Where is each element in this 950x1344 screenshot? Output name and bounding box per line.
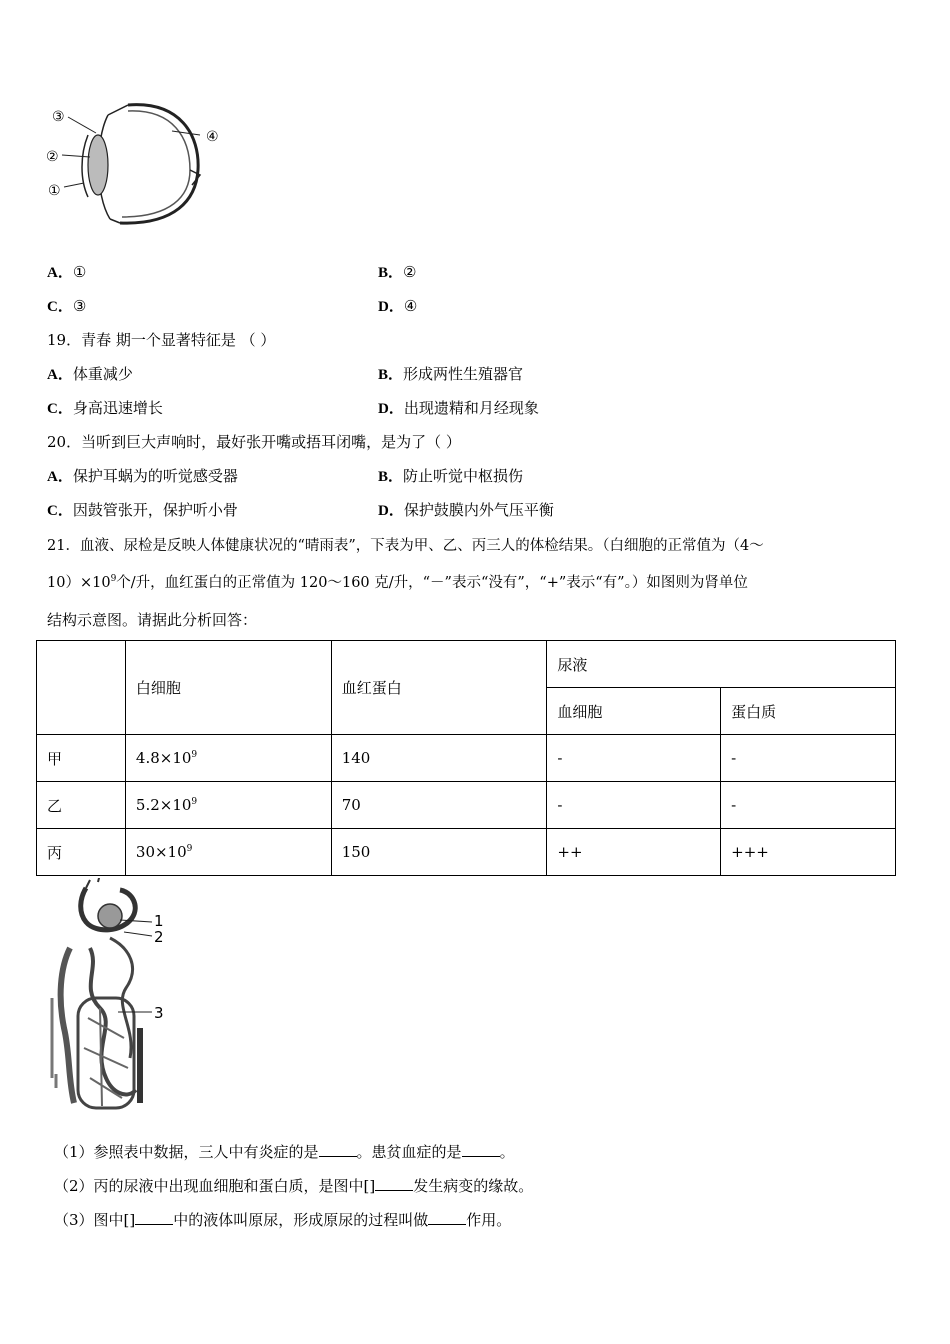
q19-option-b[interactable]: B．形成两性生殖器官 <box>378 365 524 383</box>
q19-option-c[interactable]: C．身高迅速增长 <box>47 399 163 417</box>
q19-option-a[interactable]: A．体重减少 <box>47 365 133 383</box>
checkup-table <box>36 640 896 876</box>
nephron-label-3: 3 <box>154 1004 164 1022</box>
answer-blank[interactable] <box>319 1142 357 1157</box>
eye-diagram <box>40 95 240 235</box>
q20-option-c[interactable]: C．因鼓管张开，保护听小骨 <box>47 501 238 519</box>
q19-option-d[interactable]: D．出现遗精和月经现象 <box>378 399 539 417</box>
answer-blank[interactable] <box>462 1142 500 1157</box>
header-urine-protein: 蛋白质 <box>721 688 896 735</box>
q20-option-a[interactable]: A．保护耳蜗为的听觉感受器 <box>47 467 238 485</box>
q19-stem: 19．青春 期一个显著特征是 （ ） <box>47 331 276 349</box>
header-urine: 尿液 <box>547 641 896 688</box>
table-row: 乙 $5.2\times 10^9$ 70 - - <box>37 782 896 829</box>
answer-blank[interactable] <box>135 1210 173 1225</box>
q21-stem-line1: 21．血液、尿检是反映人体健康状况的“晴雨表”，下表为甲、乙、丙三人的体检结果。（白细胞的正常值为（4～ <box>47 538 764 554</box>
table-corner <box>37 641 126 735</box>
q21-sub3: （3）图中[] 中的液体叫原尿，形成原尿的过程叫做 作用。 <box>54 1211 512 1229</box>
header-hemoglobin: 血红蛋白 <box>331 641 547 735</box>
q20-stem: 20．当听到巨大声响时，最好张开嘴或捂耳闭嘴，是为了（ ） <box>47 433 461 451</box>
answer-blank[interactable] <box>375 1176 413 1191</box>
nephron-label-2: 2 <box>154 928 164 946</box>
q20-option-d[interactable]: D．保护鼓膜内外气压平衡 <box>378 501 554 519</box>
q21-stem-line3: 结构示意图。请据此分析回答： <box>47 611 258 629</box>
nephron-label-1: 1 <box>154 912 164 930</box>
q21-sub1: （1）参照表中数据，三人中有炎症的是 。患贫血症的是 。 <box>54 1143 515 1161</box>
q20-option-b[interactable]: B．防止听觉中枢损伤 <box>378 467 524 485</box>
nephron-diagram <box>40 878 180 1128</box>
q18-option-d[interactable]: D．④ <box>378 297 418 315</box>
q18-option-c[interactable]: C．③ <box>47 297 87 315</box>
eye-label-1: ① <box>48 183 61 199</box>
eye-label-2: ② <box>46 149 59 165</box>
eye-label-4: ④ <box>206 129 219 145</box>
table-row: 丙 $30\times 10^9$ 150 ++ +++ <box>37 829 896 876</box>
q21-stem-line2: $10)\times 10^9$个/升，血红蛋白的正常值为 120～160 克/升，“－”表示“没有”，“+”表示“有”。）如图则为肾单位 <box>47 574 748 591</box>
table-row: 甲 $4.8\times 10^9$ 140 - - <box>37 735 896 782</box>
answer-blank[interactable] <box>428 1210 466 1225</box>
eye-label-3: ③ <box>52 109 65 125</box>
header-wbc: 白细胞 <box>125 641 331 735</box>
q18-option-a[interactable]: A．① <box>47 263 87 281</box>
q21-sub2: （2）丙的尿液中出现血细胞和蛋白质，是图中[] 发生病变的缘故。 <box>54 1177 534 1195</box>
q18-option-b[interactable]: B．② <box>378 263 417 281</box>
header-urine-cells: 血细胞 <box>547 688 721 735</box>
